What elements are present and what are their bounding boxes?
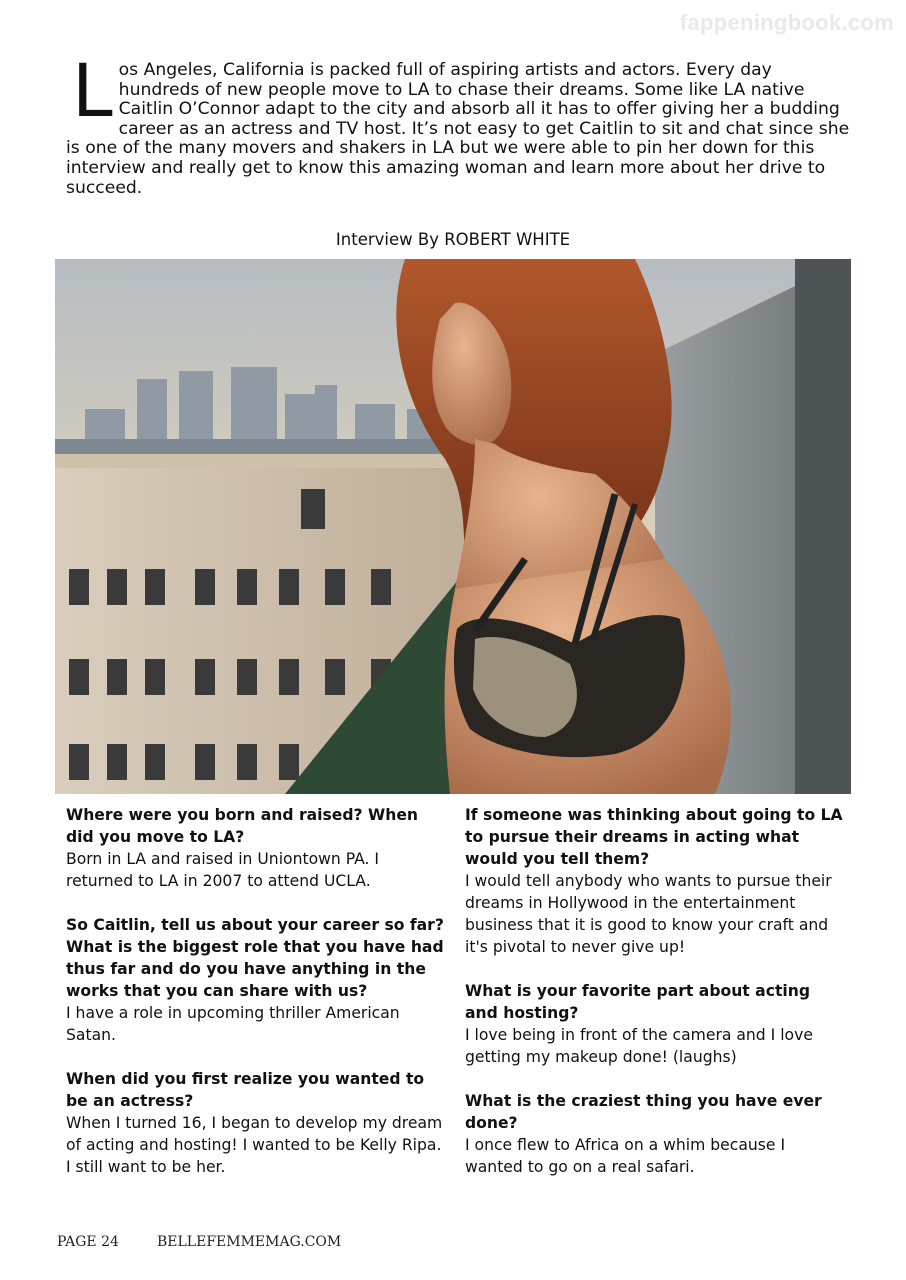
answer: I would tell anybody who wants to pursue their dreams in Hollywood in the entertainment business that it is good to know your craft and it's pivotal to never give up! (465, 872, 832, 956)
question: When did you first realize you wanted to be an actress? (66, 1070, 425, 1110)
qa-item (465, 980, 843, 1068)
qa-item (66, 914, 444, 1046)
qa-item (66, 1068, 444, 1178)
question: What is the craziest thing you have ever done? (465, 1092, 822, 1132)
qa-item (465, 1090, 843, 1178)
question: If someone was thinking about going to LA to pursue their dreams in acting what would you tell them? (465, 806, 843, 868)
question: What is your favorite part about acting and hosting? (465, 982, 811, 1022)
left-column (66, 804, 444, 1200)
byline: Interview By ROBERT WHITE (335, 230, 571, 249)
answer: When I turned 16, I began to develop my dream of acting and hosting! I wanted to be Kelly Ripa. I still want to be her. (66, 1114, 443, 1176)
intro-text: os Angeles, California is packed full of aspiring artists and actors. Every day hundreds of new people move to LA to chase their dreams. Some like LA native Caitlin O’Connor adapt to the city and absorb all it has to offer giving her a budding career as an actress and TV host. It’s not easy to get Caitlin to sit and chat since she is one of the many movers and shakers in LA but we were able to pin her down for this interview and really get to know this amazing woman and learn more about her drive to succeed. (66, 60, 850, 198)
feature-photo (55, 259, 851, 794)
question: Where were you born and raised? When did you move to LA? (66, 806, 419, 846)
question: So Caitlin, tell us about your career so far? What is the biggest role that you have had thus far and do you have anything in the works that you can share with us? (66, 916, 444, 1000)
page-number: PAGE 24 (57, 1234, 119, 1250)
answer: Born in LA and raised in Uniontown PA. I returned to LA in 2007 to attend UCLA. (66, 850, 380, 890)
intro-paragraph (66, 49, 856, 198)
watermark: fappeningbook.com (679, 10, 894, 35)
site-url: BELLEFEMMEMAG.COM (157, 1234, 342, 1250)
right-column (465, 804, 843, 1200)
drop-cap: L (72, 49, 113, 134)
answer: I have a role in upcoming thriller American Satan. (66, 1004, 400, 1044)
answer: I once flew to Africa on a whim because I wanted to go on a real safari. (465, 1136, 786, 1176)
answer: I love being in front of the camera and I love getting my makeup done! (laughs) (465, 1026, 813, 1066)
qa-item (465, 804, 843, 958)
qa-item (66, 804, 444, 892)
